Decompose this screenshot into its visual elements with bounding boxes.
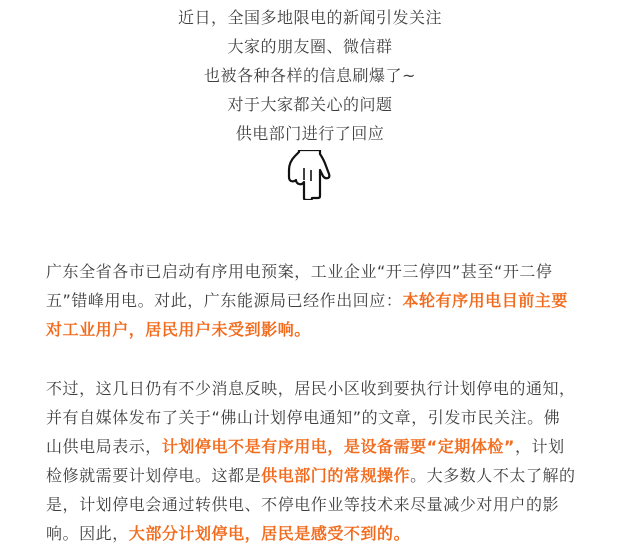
intro-line: 供电部门进行了回应 — [235, 124, 385, 143]
intro-line: 近日，全国多地限电的新闻引发关注 — [177, 8, 442, 27]
intro-line: 大家的朋友圈、微信群 — [227, 37, 393, 56]
paragraph-1 — [46, 257, 576, 344]
paragraph-2 — [46, 374, 576, 548]
paragraph-2-text-2: ，计划检修就需要计划停电。这都是 — [46, 437, 565, 485]
intro-block — [0, 3, 620, 148]
hand-pointing-down-icon — [284, 150, 332, 200]
paragraph-2-highlight-2: 供电部门的常规操作 — [261, 466, 411, 485]
paragraph-2-highlight-1: 计划停电不是有序用电，是设备需要“定期体检” — [161, 437, 515, 456]
paragraph-1-highlight: 本轮有序用电目前主要对工业用户，居民用户未受到影响。 — [46, 291, 568, 339]
paragraph-1-text: 广东全省各市已启动有序用电预案，工业企业“开三停四”甚至“开二停五”错峰用电。对此，广东能源局已经作出回应： — [46, 262, 553, 310]
intro-line: 也被各种各样的信息刷爆了~ — [204, 66, 416, 85]
intro-line: 对于大家都关心的问题 — [227, 95, 393, 114]
paragraph-2-text-1: 不过，这几日仍有不少消息反映，居民小区收到要执行计划停电的通知，并有自媒体发布了关于“佛山计划停电通知”的文章，引发市民关注。佛山供电局表示， — [46, 379, 576, 456]
paragraph-2-text-3: 。大多数人不太了解的是，计划停电会通过转供电、不停电作业等技术来尽量减少对用户的影响。因此， — [46, 466, 576, 543]
paragraph-2-highlight-3: 大部分计划停电，居民是感受不到的。 — [128, 524, 411, 543]
